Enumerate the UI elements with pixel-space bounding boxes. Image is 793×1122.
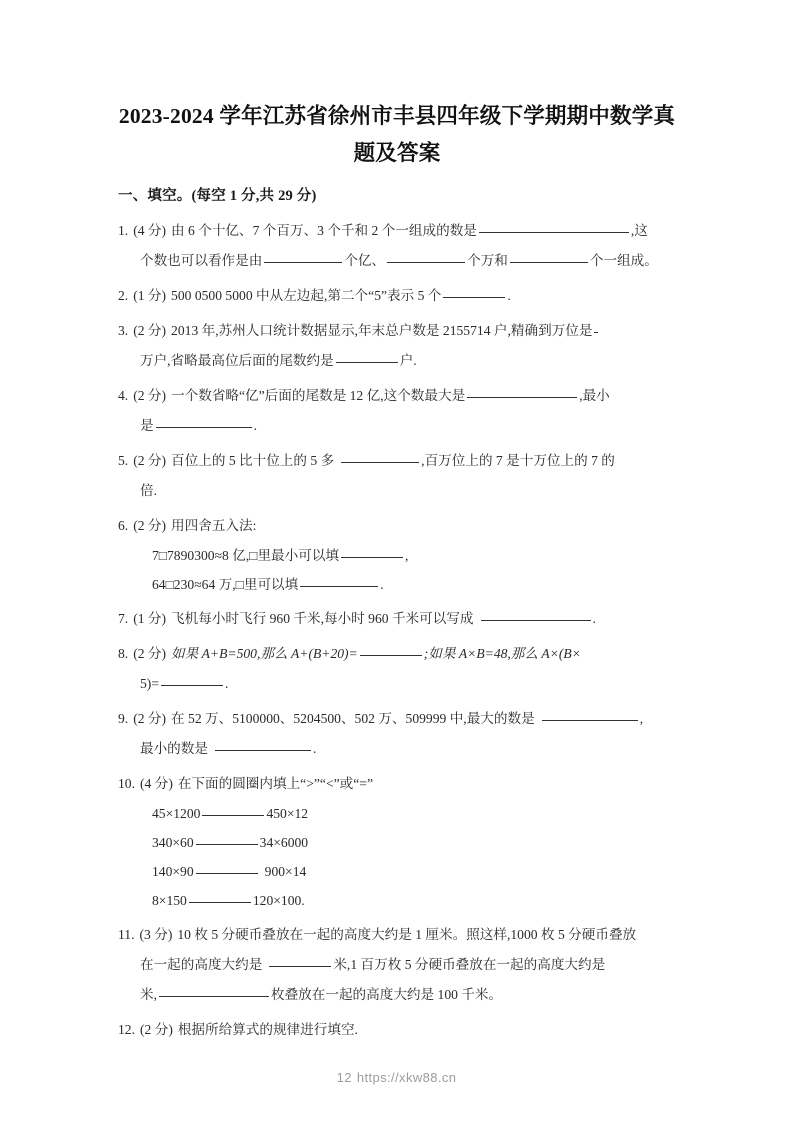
answer-blank[interactable] — [510, 249, 588, 263]
question-2-marks: (1 分) — [133, 288, 167, 303]
question-5-line-1: 5. (2 分) 百位上的 5 比十位上的 5 多 ,百万位上的 7 是十万位上的 7 的 — [118, 446, 676, 476]
question-10-sub-4-left: 8×150 — [152, 893, 187, 908]
question-6 — [118, 511, 676, 599]
question-7-text-a: 飞机每小时飞行 960 千米,每小时 960 千米可以写成 — [171, 611, 474, 626]
question-6-sub-1-text: 7□7890300≈8 亿,□里最小可以填 — [152, 548, 340, 563]
question-12-marks: (2 分) — [140, 1022, 173, 1037]
answer-blank[interactable] — [215, 737, 311, 751]
footer-site-url: https://xkw88.cn — [356, 1070, 457, 1085]
question-9-marks: (2 分) — [133, 711, 167, 726]
question-4-text-d: . — [253, 418, 257, 433]
question-9-text-c: 最小的数是 — [140, 741, 208, 756]
question-6-sub-2-text: 64□230≈64 万,□里可以填 — [152, 577, 299, 592]
question-6-text-a: 用四舍五入法: — [171, 518, 257, 533]
question-9-text-d: . — [312, 741, 317, 756]
question-10-sub-3-right: 900×14 — [264, 864, 307, 879]
answer-blank[interactable] — [196, 831, 258, 845]
question-1-text-c: 个数也可以看作是由 — [140, 253, 263, 268]
question-5-line-2 — [118, 476, 676, 506]
question-5-number: 5 — [118, 453, 125, 468]
question-10-sub-3 — [118, 857, 676, 886]
answer-blank[interactable] — [594, 319, 598, 333]
page-title — [118, 98, 676, 172]
question-10-sub-2 — [118, 828, 676, 857]
question-8-text-c: 5)= — [140, 676, 159, 691]
question-4-text-b: ,最小 — [579, 388, 610, 403]
question-6-sub-1-tail: , — [405, 548, 409, 563]
question-4 — [118, 381, 676, 441]
answer-blank[interactable] — [341, 544, 403, 558]
answer-blank[interactable] — [542, 707, 638, 721]
question-10-sub-2-right: 34×6000 — [259, 835, 309, 850]
footer-page-number: 12 — [336, 1070, 352, 1085]
question-1-line-1: 1. (4 分) 由 6 个十亿、7 个百万、3 个千和 2 个一组成的数是 ,这 — [118, 216, 676, 246]
question-1-text-e: 个万和 — [467, 253, 508, 268]
answer-blank[interactable] — [387, 249, 465, 263]
question-5-text-a: 百位上的 5 比十位上的 5 多 — [171, 453, 335, 468]
question-6-sub-2 — [118, 570, 676, 599]
question-10 — [118, 769, 676, 915]
question-11-text-d: 米, — [140, 987, 157, 1002]
question-3-number: 3 — [118, 323, 125, 338]
question-9-line-1: 9. (2 分) 在 52 万、5100000、5204500、502 万、509999 中,最大的数是 , — [118, 704, 676, 734]
question-4-marks: (2 分) — [133, 388, 167, 403]
question-11-marks: (3 分) — [139, 927, 173, 942]
question-5-marks: (2 分) — [133, 453, 167, 468]
question-1-marks: (4 分) — [133, 223, 167, 238]
question-2-number: 2 — [118, 288, 125, 303]
question-7-text-b: . — [592, 611, 596, 626]
question-4-line-2 — [118, 411, 676, 441]
question-10-number: 10 — [118, 776, 132, 791]
answer-blank[interactable] — [159, 983, 269, 997]
question-8-text-b: ;如果 A×B=48,那么 A×(B× — [423, 646, 581, 661]
question-10-sub-1-left: 45×1200 — [152, 806, 201, 821]
answer-blank[interactable] — [269, 953, 331, 967]
question-1-text-d: 个亿、 — [344, 253, 386, 268]
question-1-line-2 — [118, 246, 676, 276]
answer-blank[interactable] — [196, 860, 258, 874]
question-10-text-a: 在下面的圆圈内填上“>”“<”或“=” — [177, 776, 373, 791]
answer-blank[interactable] — [341, 449, 419, 463]
answer-blank[interactable] — [443, 284, 505, 298]
question-11 — [118, 920, 676, 1010]
question-8-text-d: . — [225, 676, 229, 691]
question-8 — [118, 639, 676, 699]
answer-blank[interactable] — [360, 642, 422, 656]
question-9-text-b: , — [639, 711, 644, 726]
question-8-number: 8 — [118, 646, 125, 661]
question-3-text-c: 户. — [399, 353, 417, 368]
question-6-line-1: 6. (2 分) 用四舍五入法: — [118, 518, 257, 533]
question-11-number: 11 — [118, 927, 132, 942]
question-8-line-2 — [118, 669, 676, 699]
answer-blank[interactable] — [264, 249, 342, 263]
question-1-text-f: 个一组成。 — [589, 253, 658, 268]
question-6-marks: (2 分) — [133, 518, 167, 533]
question-11-text-e: 枚叠放在一起的高度大约是 100 千米。 — [271, 987, 503, 1002]
question-5 — [118, 446, 676, 506]
question-12-line-1: 12. (2 分) 根据所给算式的规律进行填空. — [118, 1022, 358, 1037]
question-7-line-1: 7. (1 分) 飞机每小时飞行 960 千米,每小时 960 千米可以写成 . — [118, 604, 676, 634]
question-3-marks: (2 分) — [133, 323, 167, 338]
question-6-sub-2-tail: . — [380, 577, 384, 592]
question-1-text-b: ,这 — [630, 223, 648, 238]
question-12-number: 12 — [118, 1022, 132, 1037]
question-12 — [118, 1015, 676, 1045]
question-10-sub-4 — [118, 886, 676, 915]
question-8-line-1: 8. (2 分) 如果 A+B=500,那么 A+(B+20)= ;如果 A×B=48,那么 A×(B× — [118, 639, 676, 669]
footer-watermark — [0, 1070, 793, 1085]
answer-blank[interactable] — [300, 573, 378, 587]
question-11-text-c: 米,1 百万枚 5 分硬币叠放在一起的高度大约是 — [333, 957, 606, 972]
question-2-text-a: 500 0500 5000 中从左边起,第二个“5”表示 5 个 — [171, 288, 442, 303]
question-11-line-1: 11. (3 分) 10 枚 5 分硬币叠放在一起的高度大约是 1 厘米。照这样,1000 枚 5 分硬币叠放 — [118, 927, 637, 942]
question-8-text-a: 如果 A+B=500,那么 A+(B+20)= — [171, 646, 358, 661]
question-4-text-c: 是 — [140, 418, 154, 433]
page-title-line-2: 题及答案 — [353, 141, 441, 165]
question-2-text-b: . — [507, 288, 511, 303]
question-1 — [118, 216, 676, 276]
page-title-line-1: 2023-2024 学年江苏省徐州市丰县四年级下学期期中数学真 — [118, 104, 676, 128]
question-10-sub-3-left: 140×90 — [152, 864, 194, 879]
question-11-line-3 — [118, 980, 676, 1010]
question-4-number: 4 — [118, 388, 125, 403]
question-1-text-a: 由 6 个十亿、7 个百万、3 个千和 2 个一组成的数是 — [171, 223, 477, 238]
answer-blank[interactable] — [156, 414, 252, 428]
question-3-line-2 — [118, 346, 676, 376]
question-7-number: 7 — [118, 611, 125, 626]
question-3-text-b: 万户,省略最高位后面的尾数约是 — [140, 353, 334, 368]
question-1-number: 1 — [118, 223, 125, 238]
question-9-number: 9 — [118, 711, 125, 726]
answer-blank[interactable] — [467, 384, 577, 398]
question-10-sub-4-right: 120×100. — [252, 893, 305, 908]
document-body — [118, 98, 676, 1050]
question-12-text-a: 根据所给算式的规律进行填空. — [177, 1022, 358, 1037]
answer-blank[interactable] — [481, 607, 591, 621]
answer-blank[interactable] — [161, 672, 223, 686]
section-heading-fill-in-blanks: 一、填空。(每空 1 分,共 29 分) — [118, 188, 317, 204]
question-4-text-a: 一个数省略“亿”后面的尾数是 12 亿,这个数最大是 — [171, 388, 466, 403]
question-9-line-2 — [118, 734, 676, 764]
question-5-text-b: ,百万位上的 7 是十万位上的 7 的 — [421, 453, 615, 468]
question-3 — [118, 316, 676, 376]
question-10-line-1: 10. (4 分) 在下面的圆圈内填上“>”“<”或“=” — [118, 776, 373, 791]
question-10-marks: (4 分) — [140, 776, 173, 791]
question-8-marks: (2 分) — [133, 646, 167, 661]
question-10-sub-1-right: 450×12 — [266, 806, 309, 821]
question-7 — [118, 604, 676, 634]
answer-blank[interactable] — [202, 802, 264, 816]
question-5-text-c: 倍. — [140, 483, 157, 498]
question-6-number: 6 — [118, 518, 125, 533]
question-2 — [118, 281, 676, 311]
question-11-text-b: 在一起的高度大约是 — [140, 957, 263, 972]
answer-blank[interactable] — [479, 219, 629, 233]
answer-blank[interactable] — [336, 349, 398, 363]
question-4-line-1: 4. (2 分) 一个数省略“亿”后面的尾数是 12 亿,这个数最大是 ,最小 — [118, 381, 676, 411]
answer-blank[interactable] — [189, 889, 251, 903]
question-3-text-a: 2013 年,苏州人口统计数据显示,年末总户数是 2155714 户,精确到万位是 — [171, 323, 593, 338]
question-3-line-1: 3. (2 分) 2013 年,苏州人口统计数据显示,年末总户数是 2155714 户,精确到万位是 — [118, 316, 676, 346]
question-11-text-a: 10 枚 5 分硬币叠放在一起的高度大约是 1 厘米。照这样,1000 枚 5 分硬币叠放 — [177, 927, 637, 942]
question-9-text-a: 在 52 万、5100000、5204500、502 万、509999 中,最大的数是 — [171, 711, 535, 726]
question-2-line-1: 2. (1 分) 500 0500 5000 中从左边起,第二个“5”表示 5 个 . — [118, 281, 676, 311]
question-7-marks: (1 分) — [133, 611, 167, 626]
question-9 — [118, 704, 676, 764]
question-6-sub-1 — [118, 541, 676, 570]
question-11-line-2 — [118, 950, 676, 980]
question-10-sub-2-left: 340×60 — [152, 835, 194, 850]
question-10-sub-1 — [118, 799, 676, 828]
